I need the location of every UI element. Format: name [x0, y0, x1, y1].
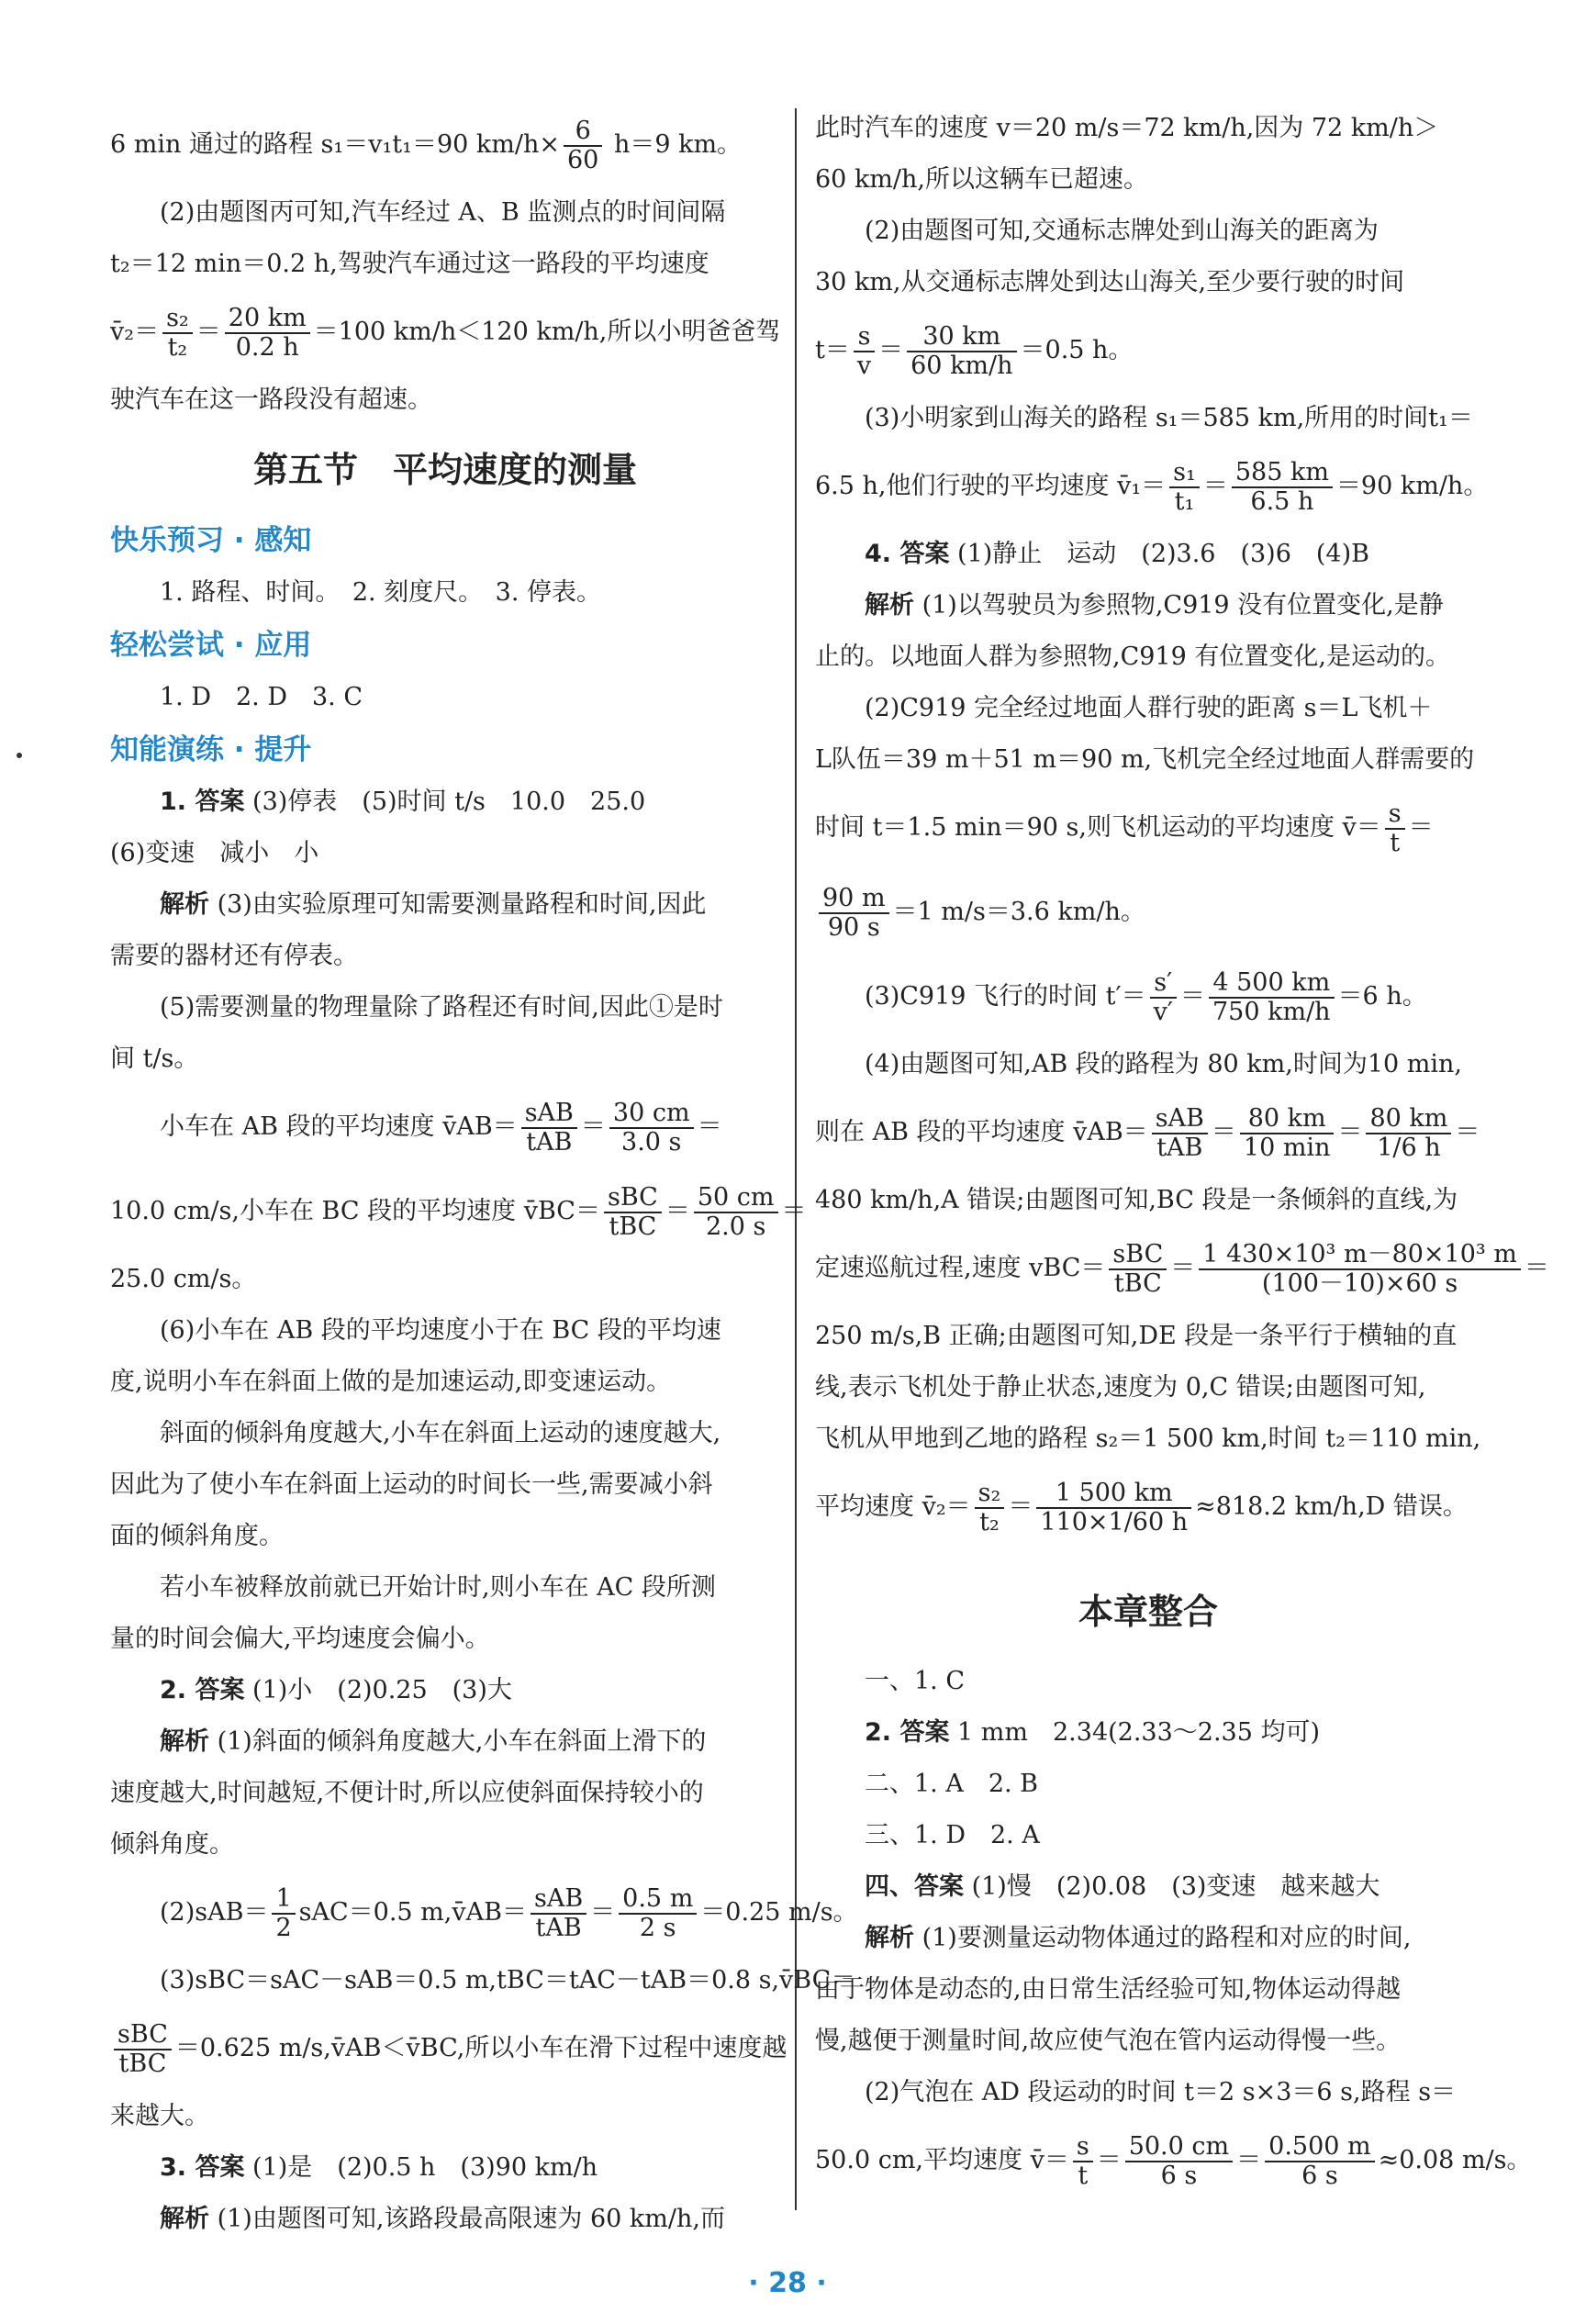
- q2-analysis: 解析 (1)斜面的倾斜角度越大,小车在斜面上滑下的: [160, 1727, 707, 1756]
- left-column: [110, 103, 858, 2245]
- formula-line: 6.5 h,他们行驶的平均速度 v̄₁＝ $\frac{\text{s₁}}{\text{t₁}}$ ＝ $\frac{585 km}{6.5 h}$ ＝90 km/h。: [815, 457, 1489, 516]
- q4-analysis: 解析 (1)以驾驶员为参照物,C919 没有位置变化,是静: [865, 591, 1444, 620]
- text-line: 倾斜角度。: [110, 1830, 234, 1859]
- formula-line: 时间 t＝1.5 min＝90 s,则飞机运动的平均速度 v̄＝ $\frac{s}{t}$ ＝: [815, 799, 1434, 857]
- text-line: 因此为了使小车在斜面上运动的时间长一些,需要减小斜: [110, 1470, 713, 1499]
- formula-line: (2)sAB＝ $\frac{1}{2}$ sAC＝0.5 m,v̄AB＝ $\frac{\text{sAB}}{\text{tAB}}$ ＝ $\frac{0.5 m}{2 s}$ ＝0.25 m/s。: [160, 1883, 858, 1942]
- text-line: 面的倾斜角度。: [110, 1522, 284, 1550]
- text-line: 60 km/h,所以这辆车已超速。: [815, 165, 1148, 194]
- text-line: 25.0 cm/s。: [110, 1265, 257, 1293]
- q3-analysis: 解析 (1)由题图可知,该路段最高限速为 60 km/h,而: [160, 2205, 725, 2233]
- heading-preview: 快乐预习 · 感知: [110, 524, 312, 557]
- formula-line: (3)C919 飞行的时间 t′＝ $\frac{s'}{v'}$ ＝ $\frac{4 500 km}{750 km/h}$ ＝6 h。: [865, 967, 1427, 1026]
- text-line: t₂＝12 min＝0.2 h,驾驶汽车通过这一路段的平均速度: [110, 250, 709, 278]
- text-line: 止的。以地面人群为参照物,C919 有位置变化,是运动的。: [815, 642, 1450, 671]
- text-line: 来越大。: [110, 2102, 209, 2130]
- text-line: 二、1. A 2. B: [865, 1770, 1039, 1798]
- answer-line: 2. 答案 1 mm 2.34(2.33～2.35 均可): [865, 1718, 1321, 1747]
- text-line: 量的时间会偏大,平均速度会偏小。: [110, 1625, 490, 1653]
- text-line: (2)气泡在 AD 段运动的时间 t＝2 s×3＝6 s,路程 s＝: [865, 2078, 1457, 2106]
- text-line: (4)由题图可知,AB 段的路程为 80 km,时间为10 min,: [865, 1050, 1462, 1078]
- answer-line: 四、答案 (1)慢 (2)0.08 (3)变速 越来越大: [865, 1872, 1380, 1901]
- text-line: (6)变速 减小 小: [110, 839, 319, 867]
- q2-answer: 2. 答案 (1)小 (2)0.25 (3)大: [160, 1676, 512, 1704]
- right-column: [815, 103, 1549, 2203]
- text-line: (2)C919 完全经过地面人群行驶的距离 s＝L飞机＋: [865, 694, 1433, 722]
- q1-answer: 1. 答案 (3)停表 (5)时间 t/s 10.0 25.0: [160, 788, 646, 816]
- page-number: · 28 ·: [748, 2267, 827, 2299]
- text-line: 若小车被释放前就已开始计时,则小车在 AC 段所测: [160, 1573, 716, 1602]
- formula-line: 小车在 AB 段的平均速度 v̄AB＝ $\frac{\text{sAB}}{\text{tAB}}$ ＝ $\frac{30 cm}{3.0 s}$ ＝: [160, 1098, 722, 1156]
- text-line: 速度越大,时间越短,不便计时,所以应使斜面保持较小的: [110, 1779, 704, 1807]
- text-line: (2)由题图丙可知,汽车经过 A、B 监测点的时间间隔: [160, 198, 726, 227]
- text-line: 250 m/s,B 正确;由题图可知,DE 段是一条平行于横轴的直: [815, 1322, 1458, 1350]
- text-line: 慢,越便于测量时间,故应使气泡在管内运动得慢一些。: [815, 2027, 1402, 2055]
- q3-answer: 3. 答案 (1)是 (2)0.5 h (3)90 km/h: [160, 2153, 598, 2182]
- text-line: (5)需要测量的物理量除了路程还有时间,因此①是时: [160, 993, 723, 1022]
- formula-line: v̄₂＝ $\frac{\text{s₂}}{\text{t₂}}$ ＝ $\frac{20 km}{0.2 h}$ ＝100 km/h＜120 km/h,所以小明爸爸驾: [110, 303, 781, 362]
- q4-answer: 4. 答案 (1)静止 运动 (2)3.6 (3)6 (4)B: [865, 540, 1369, 568]
- text-line: 驶汽车在这一路段没有超速。: [110, 385, 432, 414]
- text-line: 一、1. C: [865, 1667, 966, 1695]
- text-line: 飞机从甲地到乙地的路程 s₂＝1 500 km,时间 t₂＝110 min,: [815, 1425, 1481, 1453]
- try-answers: 1. D 2. D 3. C: [160, 683, 363, 711]
- analysis-line: 解析 (1)要测量运动物体通过的路程和对应的时间,: [865, 1924, 1412, 1952]
- heading-try: 轻松尝试 · 应用: [110, 629, 312, 662]
- text-line: (2)由题图可知,交通标志牌处到山海关的距离为: [865, 217, 1379, 245]
- text-line: 6 min 通过的路程 s₁＝v₁t₁＝90 km/h× $\frac{6}{60}$ h＝9 km。: [110, 116, 743, 174]
- formula-line: $\frac{90 m}{90 s}$ ＝1 m/s＝3.6 km/h。: [815, 870, 1481, 955]
- formula-line: 平均速度 v̄₂＝ $\frac{\text{s₂}}{\text{t₂}}$ ＝ $\frac{1 500 km}{110\times 1/60 h}$ ≈818.2 km/h,D 错误。: [815, 1478, 1468, 1536]
- text-line: 480 km/h,A 错误;由题图可知,BC 段是一条倾斜的直线,为: [815, 1186, 1458, 1214]
- formula-line: $\frac{\text{sBC}}{\text{tBC}}$ ＝0.625 m/s,v̄AB＜v̄BC,所以小车在滑下过程中速度越: [110, 2006, 780, 2091]
- q1-analysis: 解析 (3)由实验原理可知需要测量路程和时间,因此: [160, 890, 707, 919]
- text-line: (3)小明家到山海关的路程 s₁＝585 km,所用的时间t₁＝: [865, 404, 1473, 432]
- scan-dot: [17, 753, 22, 758]
- text-line: 斜面的倾斜角度越大,小车在斜面上运动的速度越大,: [160, 1419, 721, 1447]
- formula-line: 定速巡航过程,速度 vBC＝ $\frac{\text{sBC}}{\text{tBC}}$ ＝ $\frac{\text{1 430×10³ m－80×10³ m}}{(100-10)\times 60 s}$ ＝: [815, 1239, 1549, 1298]
- text-line: 此时汽车的速度 v＝20 m/s＝72 km/h,因为 72 km/h＞: [815, 114, 1439, 142]
- text-line: (6)小车在 AB 段的平均速度小于在 BC 段的平均速: [160, 1316, 721, 1345]
- chapter-title: 本章整合: [1078, 1592, 1218, 1632]
- text-line: 三、1. D 2. A: [865, 1821, 1040, 1849]
- text-line: 需要的器材还有停表。: [110, 942, 358, 970]
- formula-line: 则在 AB 段的平均速度 v̄AB＝ $\frac{\text{sAB}}{\text{tAB}}$ ＝ $\frac{80 km}{10 \min}$ ＝ $\frac{80 km}{1/6 h}$ ＝: [815, 1103, 1480, 1162]
- text-line: 由于物体是动态的,由日常生活经验可知,物体运动得越: [815, 1975, 1402, 2004]
- section-title: 第五节 平均速度的测量: [252, 450, 637, 490]
- formula-line: 50.0 cm,平均速度 v̄＝ $\frac{s}{t}$ ＝ $\frac{50.0 cm}{6 s}$ ＝ $\frac{0.500 m}{6 s}$ ≈0.08 m/s。: [815, 2131, 1532, 2190]
- preview-answers: 1. 路程、时间。 2. 刻度尺。 3. 停表。: [160, 578, 602, 607]
- text-line: 度,说明小车在斜面上做的是加速运动,即变速运动。: [110, 1368, 672, 1396]
- text-line: 30 km,从交通标志牌处到达山海关,至少要行驶的时间: [815, 268, 1405, 296]
- heading-practice: 知能演练 · 提升: [110, 733, 312, 766]
- formula-line: t＝ $\frac{s}{v}$ ＝ $\frac{30 km}{60 km/h}$ ＝0.5 h。: [815, 321, 1134, 380]
- text-line: 间 t/s。: [110, 1045, 199, 1073]
- text-line: L队伍＝39 m＋51 m＝90 m,飞机完全经过地面人群需要的: [815, 745, 1475, 774]
- text-line: (3)sBC＝sAC－sAB＝0.5 m,tBC＝tAC－tAB＝0.8 s,v̄BC＝: [160, 1966, 856, 1994]
- formula-line: 10.0 cm/s,小车在 BC 段的平均速度 v̄BC＝ $\frac{\text{sBC}}{\text{tBC}}$ ＝ $\frac{50 cm}{2.0 s}$ ＝: [110, 1182, 807, 1241]
- text-line: 线,表示飞机处于静止状态,速度为 0,C 错误;由题图可知,: [815, 1373, 1426, 1402]
